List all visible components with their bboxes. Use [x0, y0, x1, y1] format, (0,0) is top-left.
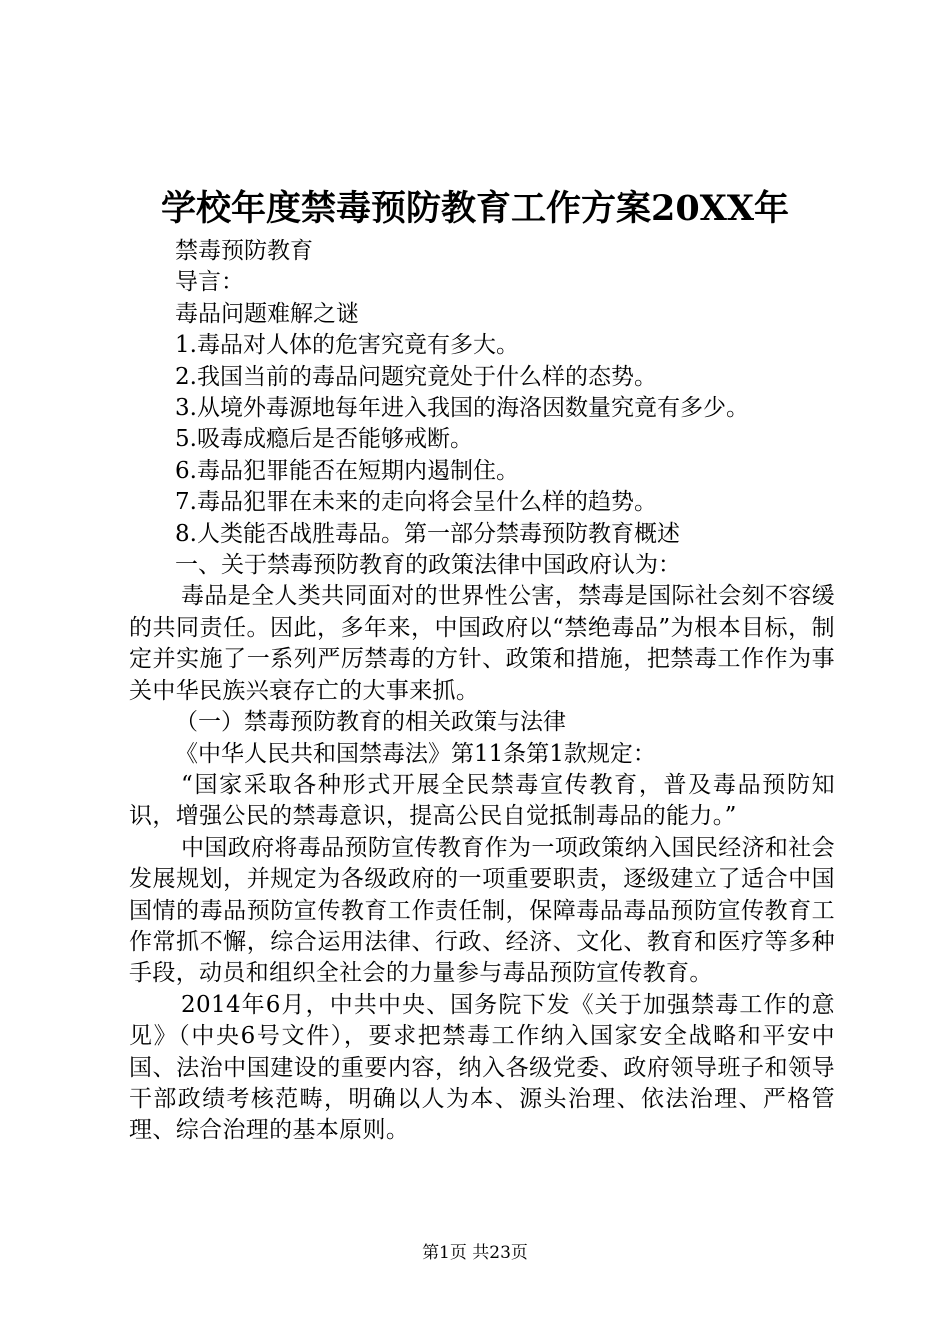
- intro-label: 导言：: [175, 269, 244, 296]
- list-item: 1.毒品对人体的危害究竟有多大。: [175, 332, 519, 359]
- document-title: 学校年度禁毒预防教育工作方案20XX年: [160, 188, 790, 229]
- list-item: 7.毒品犯罪在未来的走向将会呈什么样的趋势。: [175, 489, 657, 516]
- law-quote-paragraph: “国家采取各种形式开展全民禁毒宣传教育，普及毒品预防知识，增强公民的禁毒意识，提高公民自觉抵制毒品的能力。”: [129, 771, 835, 830]
- list-item: 3.从境外毒源地每年进入我国的海洛因数量究竟有多少。: [175, 395, 749, 422]
- page-number-footer: 第1页 共23页: [422, 1243, 528, 1263]
- subsection-heading: 一、关于禁毒预防教育的政策法律中国政府认为：: [175, 552, 681, 579]
- section-heading: 禁毒预防教育: [175, 238, 313, 264]
- list-item: 6.毒品犯罪能否在短期内遏制住。: [175, 457, 519, 484]
- list-item: 8.人类能否战胜毒品。第一部分禁毒预防教育概述: [175, 520, 680, 547]
- list-heading: 毒品问题难解之谜: [175, 300, 359, 327]
- body-paragraph: 毒品是全人类共同面对的世界性公害，禁毒是国际社会刻不容缓的共同责任。因此，多年来，中国政府以“禁绝毒品”为根本目标，制定并实施了一系列严厉禁毒的方针、政策和措施，把禁毒工作作为事关中华民族兴衰存亡的大事来抓。: [129, 583, 835, 704]
- body-paragraph: 中国政府将毒品预防宣传教育作为一项政策纳入国民经济和社会发展规划，并规定为各级政府的一项重要职责，逐级建立了适合中国国情的毒品预防宣传教育工作责任制，保障毒品毒品预防宣传教育工作常抓不懈，综合运用法律、行政、经济、文化、教育和医疗等多种手段，动员和组织全社会的力量参与毒品预防宣传教育。: [129, 834, 835, 987]
- body-paragraph: 2014年6月，中共中央、国务院下发《关于加强禁毒工作的意见》（中央6号文件），要求把禁毒工作纳入国家安全战略和平安中国、法治中国建设的重要内容，纳入各级党委、政府领导班子和领导干部政绩考核范畴，明确以人为本、源头治理、依法治理、严格管理、综合治理的基本原则。: [129, 991, 835, 1144]
- document-body: [129, 236, 835, 1147]
- subsection-heading: （一）禁毒预防教育的相关政策与法律: [175, 709, 566, 736]
- list-item: 2.我国当前的毒品问题究竟处于什么样的态势。: [175, 363, 657, 390]
- law-citation: 《中华人民共和国禁毒法》第11条第1款规定：: [175, 740, 656, 767]
- list-item: 5.吸毒成瘾后是否能够戒断。: [175, 426, 473, 453]
